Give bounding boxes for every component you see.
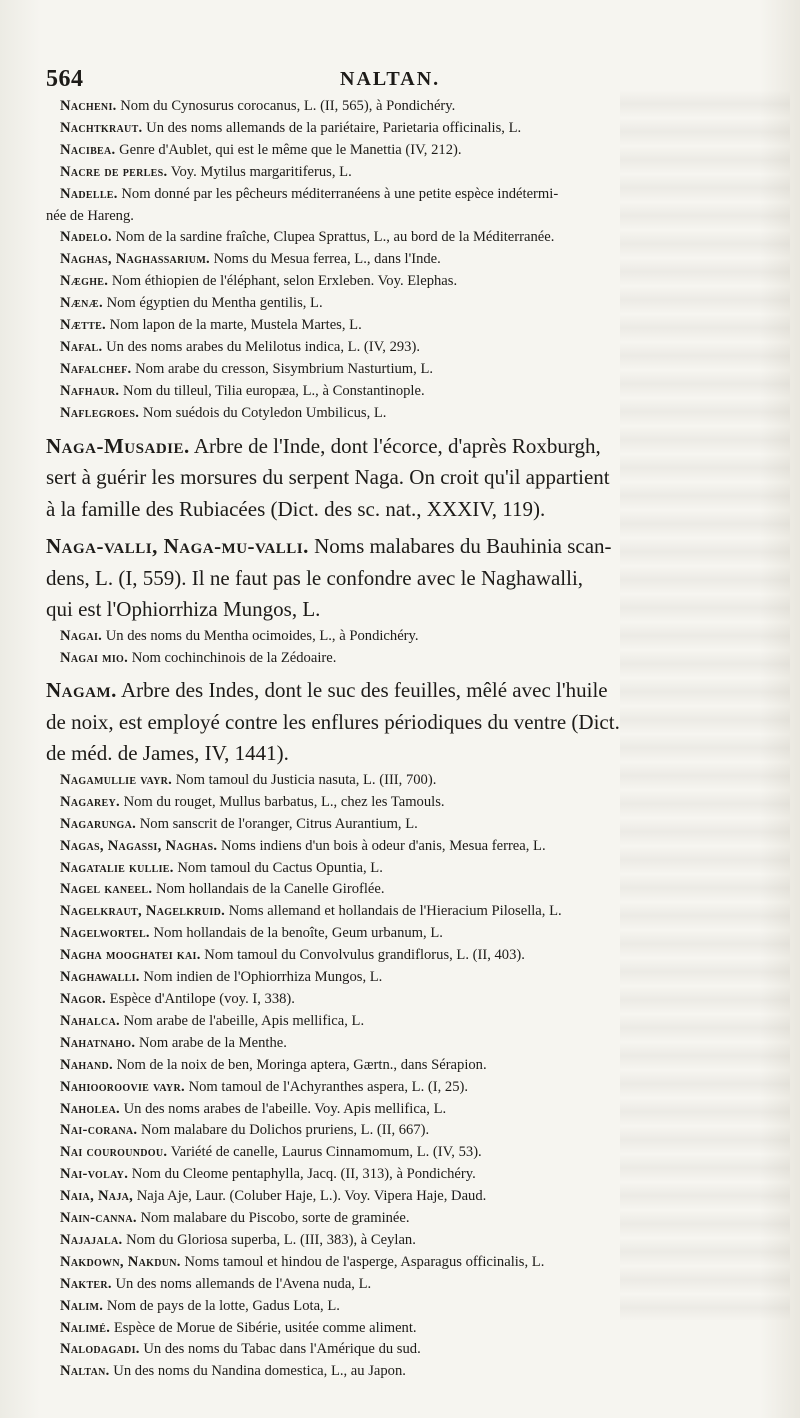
entry-line [60, 1077, 766, 1099]
entry-text: Nom du rouget, Mullus barbatus, L., chez les Tamouls. [119, 793, 445, 810]
entry-line [60, 315, 766, 337]
entry-headword: Naghas, Naghassarium. [60, 251, 211, 268]
entry-headword: Nakdown, Nakdun. [60, 1253, 181, 1270]
entry-line [46, 206, 766, 228]
entry-text: Un des noms allemands de l'Avena nuda, L. [111, 1275, 372, 1292]
entry-headword: Nalim. [60, 1297, 104, 1314]
entry-headword: Nacre de perles. [60, 163, 168, 180]
entry-line [60, 1252, 766, 1274]
entry-headword: Nagarey. [60, 793, 120, 810]
entry-line [60, 967, 766, 989]
entry-line [60, 403, 766, 425]
entry-headword: Naltan. [60, 1363, 110, 1380]
entry-text: Noms du Mesua ferrea, L., dans l'Inde. [210, 251, 441, 268]
entry-headword: Nagarunga. [60, 815, 137, 832]
entry-headword: Nachtkraut. [60, 119, 143, 136]
entry-text: Nom malabare du Piscobo, sorte de graminée. [136, 1210, 410, 1227]
entry-line [46, 563, 766, 595]
entry-headword: Nadelle. [60, 185, 118, 202]
entry-headword: Nai-volay. [60, 1166, 129, 1183]
entry-headword: Nafhaur. [60, 382, 120, 399]
entry-headword: Nai couroundou. [60, 1144, 168, 1161]
entry-line [60, 1099, 766, 1121]
entry-headword: Naflegroes. [60, 404, 140, 421]
entry-line [46, 462, 766, 494]
entry-line [60, 96, 766, 118]
entry-headword: Nagam. [46, 678, 117, 703]
entry-headword: Nalodagadi. [60, 1341, 140, 1358]
entry-text: sert à guérir les morsures du serpent Naga. On croit qu'il appartient [46, 465, 610, 490]
entry-line [60, 227, 766, 249]
entry-headword: Naga-valli, Naga-mu-valli. [46, 534, 309, 559]
entry-text: Un des noms arabes de l'abeille. Voy. Apis mellifica, L. [119, 1100, 447, 1117]
entry-headword: Nagelwortel. [60, 925, 150, 942]
entry-headword: Nagha mooghatei kai. [60, 947, 201, 964]
entry-text: née de Hareng. [46, 207, 134, 224]
entry-line [60, 140, 766, 162]
entry-text: de noix, est employé contre les enflures périodiques du ventre (Dict. [46, 709, 620, 734]
entry-headword: Nagor. [60, 990, 106, 1007]
entry-line [60, 945, 766, 967]
entry-text: Nom tamoul du Cactus Opuntia, L. [173, 859, 383, 876]
entry-text: Nom donné par les pêcheurs méditerranéens à une petite espèce indétermi- [117, 185, 559, 202]
entry-text: Arbre de l'Inde, dont l'écorce, d'après Roxburgh, [189, 433, 601, 458]
entry-line [60, 1274, 766, 1296]
entry-headword: Nadelo. [60, 229, 112, 246]
entry-line [60, 381, 766, 403]
entry-line [60, 770, 766, 792]
entry-line [60, 1164, 766, 1186]
entry-line [60, 923, 766, 945]
entry-line [60, 1055, 766, 1077]
entry-text: à la famille des Rubiacées (Dict. des sc. nat., XXXIV, 119). [46, 496, 546, 521]
entry-line [46, 738, 766, 770]
entry-line [60, 1208, 766, 1230]
entry-text: Espèce d'Antilope (voy. I, 338). [106, 990, 295, 1007]
entry-text: Nom indien de l'Ophiorrhiza Mungos, L. [139, 969, 383, 986]
entry-text: Arbre des Indes, dont le suc des feuilles, mêlé avec l'huile [116, 678, 608, 703]
entry-line [60, 1230, 766, 1252]
entry-headword: Nagai mio. [60, 649, 129, 666]
entry-line [60, 858, 766, 880]
entry-text: Nom du tilleul, Tilia europæa, L., à Constantinople. [119, 382, 425, 399]
entry-line [60, 359, 766, 381]
entry-headword: Nagamullie vayr. [60, 771, 173, 788]
entry-text: Genre d'Aublet, qui est le même que le Manettia (IV, 212). [115, 141, 462, 158]
entry-text: Nom de pays de la lotte, Gadus Lota, L. [103, 1297, 340, 1314]
entry-text: Variété de canelle, Laurus Cinnamomum, L. (IV, 53). [167, 1144, 482, 1161]
entry-line [60, 1033, 766, 1055]
entry-headword: Nafal. [60, 338, 103, 355]
entry-line [46, 531, 766, 563]
dictionary-entries [46, 96, 766, 1383]
entry-text: Nom arabe du cresson, Sisymbrium Nasturtium, L. [131, 360, 434, 377]
entry-headword: Nai-corana. [60, 1122, 138, 1139]
page-header [46, 66, 746, 96]
entry-line [60, 271, 766, 293]
entry-line [60, 184, 766, 206]
entry-text: Noms allemand et hollandais de l'Hieracium Pilosella, L. [225, 903, 562, 920]
entry-line [60, 1120, 766, 1142]
entry-headword: Nagai. [60, 627, 103, 644]
entry-text: Nom du Cynosurus corocanus, L. (II, 565), à Pondichéry. [116, 98, 456, 114]
entry-line [46, 707, 766, 739]
entry-text: Naja Aje, Laur. (Coluber Haje, L.). Voy. Vipera Haje, Daud. [133, 1188, 487, 1205]
entry-line [46, 675, 766, 707]
entry-headword: Nahand. [60, 1056, 113, 1073]
entry-text: Nom de la sardine fraîche, Clupea Sprattus, L., au bord de la Méditerranée. [111, 229, 555, 246]
entry-line [60, 249, 766, 271]
entry-headword: Nain-canna. [60, 1210, 137, 1227]
entry-line [60, 1142, 766, 1164]
entry-text: Voy. Mytilus margaritiferus, L. [167, 163, 352, 180]
entry-headword: Nagelkraut, Nagelkruid. [60, 903, 226, 920]
entry-text: Nom arabe de l'abeille, Apis mellifica, L. [119, 1012, 365, 1029]
entry-text: Nom lapon de la marte, Mustela Martes, L. [106, 317, 362, 334]
entry-line [60, 1361, 766, 1383]
entry-line [60, 1296, 766, 1318]
entry-text: Nom du Cleome pentaphylla, Jacq. (II, 313), à Pondichéry. [128, 1166, 476, 1183]
entry-headword: Nahalca. [60, 1012, 120, 1029]
entry-text: Nom éthiopien de l'éléphant, selon Erxleben. Voy. Elephas. [108, 273, 458, 290]
entry-headword: Nætte. [60, 317, 106, 334]
entry-line [60, 792, 766, 814]
entry-line [60, 1318, 766, 1340]
entry-text: Nom tamoul du Convolvulus grandiflorus, L. (II, 403). [200, 947, 525, 964]
entry-text: qui est l'Ophiorrhiza Mungos, L. [46, 597, 321, 622]
entry-text: Nom arabe de la Menthe. [135, 1034, 287, 1051]
entry-line [60, 293, 766, 315]
entry-line [60, 901, 766, 923]
entry-headword: Nænæ. [60, 295, 103, 312]
entry-headword: Nagel kaneel. [60, 881, 153, 898]
entry-text: Noms indiens d'un bois à odeur d'anis, Mesua ferrea, L. [217, 837, 546, 854]
entry-text: Un des noms du Tabac dans l'Amérique du sud. [139, 1341, 421, 1358]
entry-text: Noms tamoul et hindou de l'asperge, Asparagus officinalis, L. [180, 1253, 545, 1270]
entry-headword: Nagas, Nagassi, Naghas. [60, 837, 218, 854]
entry-line [60, 337, 766, 359]
entry-line [60, 1186, 766, 1208]
entry-text: Nom malabare du Dolichos pruriens, L. (II, 667). [137, 1122, 430, 1139]
entry-text: Un des noms allemands de la pariétaire, Parietaria officinalis, L. [142, 119, 522, 136]
entry-text: Espèce de Morue de Sibérie, usitée comme aliment. [110, 1319, 417, 1336]
entry-line [60, 626, 766, 648]
entry-text: Nom hollandais de la Canelle Giroflée. [152, 881, 385, 898]
entry-text: Nom égyptien du Mentha gentilis, L. [102, 295, 323, 312]
entry-text: Nom tamoul du Justicia nasuta, L. (III, 700). [172, 771, 437, 788]
running-head: NALTAN. [340, 68, 441, 90]
entry-headword: Najajala. [60, 1231, 123, 1248]
entry-headword: Nacibea. [60, 141, 116, 158]
entry-line [60, 836, 766, 858]
entry-text: Nom sanscrit de l'oranger, Citrus Aurantium, L. [136, 815, 418, 832]
entry-headword: Naia, Naja, [60, 1188, 134, 1205]
entry-line [60, 162, 766, 184]
entry-line [46, 431, 766, 463]
entry-headword: Naga-Musadie. [46, 433, 190, 458]
entry-headword: Naghawalli. [60, 969, 140, 986]
entry-line [60, 989, 766, 1011]
entry-text: dens, L. (I, 559). Il ne faut pas le confondre avec le Naghawalli, [46, 565, 584, 590]
entry-line [60, 1339, 766, 1361]
entry-line [60, 814, 766, 836]
entry-line [46, 494, 766, 526]
entry-line [60, 118, 766, 140]
entry-text: Nom hollandais de la benoîte, Geum urbanum, L. [149, 925, 443, 942]
entry-line [60, 879, 766, 901]
entry-line [60, 648, 766, 670]
entry-headword: Nahiooroovie vayr. [60, 1078, 185, 1095]
entry-text: Noms malabares du Bauhinia scan- [308, 534, 612, 559]
entry-headword: Nagatalie kullie. [60, 859, 174, 876]
entry-text: Nom cochinchinois de la Zédoaire. [128, 649, 337, 666]
entry-headword: Nacheni. [60, 98, 117, 114]
entry-text: Nom tamoul de l'Achyranthes aspera, L. (I, 25). [184, 1078, 469, 1095]
entry-headword: Næghe. [60, 273, 109, 290]
entry-headword: Nakter. [60, 1275, 112, 1292]
entry-line [46, 594, 766, 626]
entry-text: Nom suédois du Cotyledon Umbilicus, L. [139, 404, 387, 421]
entry-line [60, 1011, 766, 1033]
entry-headword: Naholea. [60, 1100, 120, 1117]
entry-headword: Nahatnaho. [60, 1034, 136, 1051]
entry-text: de méd. de James, IV, 1441). [46, 741, 289, 766]
entry-text: Nom du Gloriosa superba, L. (III, 383), à Ceylan. [122, 1231, 416, 1248]
entry-text: Un des noms du Nandina domestica, L., au Japon. [109, 1363, 406, 1380]
entry-text: Un des noms arabes du Melilotus indica, L. (IV, 293). [102, 338, 420, 355]
entry-headword: Nafalchef. [60, 360, 132, 377]
entry-text: Nom de la noix de ben, Moringa aptera, Gærtn., dans Sérapion. [112, 1056, 487, 1073]
page-number: 564 [46, 66, 84, 92]
entry-text: Un des noms du Mentha ocimoides, L., à Pondichéry. [102, 627, 419, 644]
entry-headword: Nalimé. [60, 1319, 111, 1336]
